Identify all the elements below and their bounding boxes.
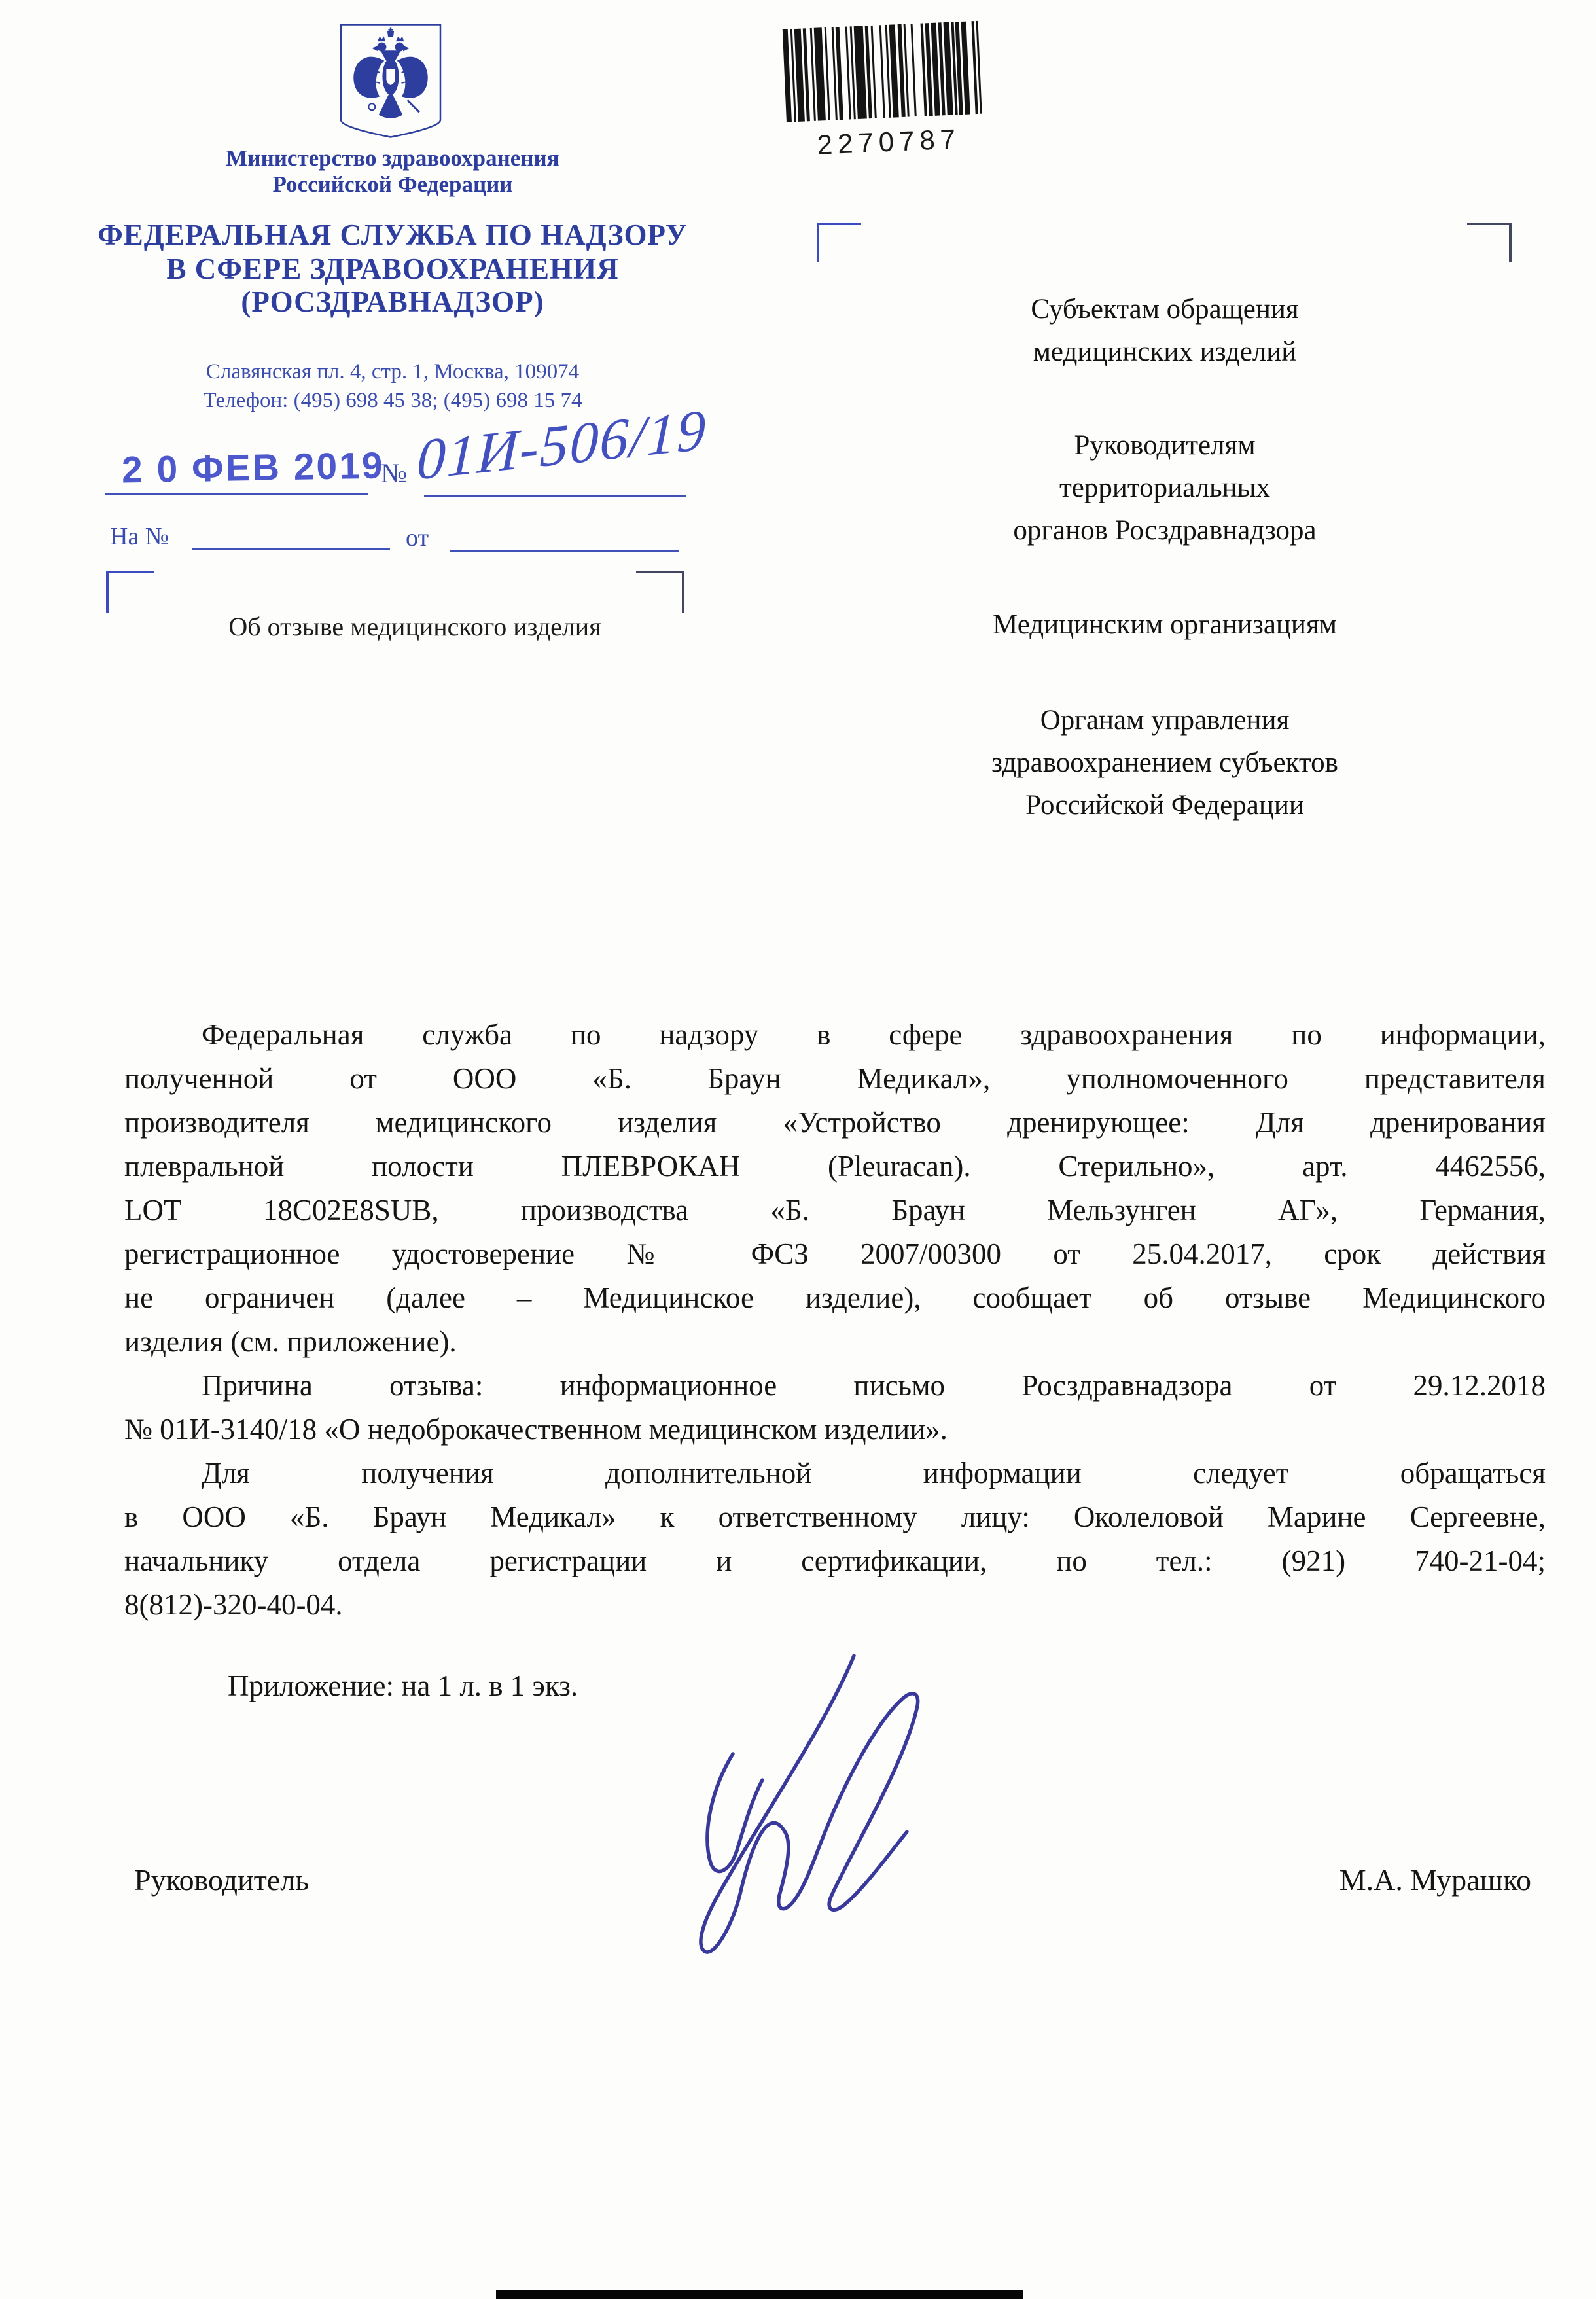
registration-barcode [776,19,998,162]
addressee-corner-left [817,223,861,262]
subject-corner-right [636,571,684,613]
service-name-line1: ФЕДЕРАЛЬНАЯ СЛУЖБА ПО НАДЗОРУ [98,219,688,251]
body-line: Причина отзыва: информационное письмо Росздравнадзора от 29.12.2018 [202,1369,1546,1402]
attachment-note: Приложение: на 1 л. в 1 экз. [228,1669,578,1702]
letterhead-phone: Телефон: (495) 698 45 38; (495) 698 15 74 [203,389,582,412]
signer-position: Руководитель [134,1863,310,1897]
addressee-group-2 [838,424,1492,552]
number-sign-label: № [381,459,408,489]
handwritten-signature [537,1636,1008,1976]
reply-number-underline [192,548,390,550]
subject-line: Об отзыве медицинского изделия [228,612,601,641]
reply-date-underline [450,550,679,552]
subject-corner-left [106,571,154,613]
addressee-line: Медицинским организациям [993,609,1337,640]
addressee-line: Органам управления [1040,705,1290,736]
addressee-line: Руководителям [1074,430,1256,461]
addressee-line: органов Росздравнадзора [1013,515,1317,546]
letter-body [124,1013,1546,1627]
barcode-bars [779,19,993,126]
signer-name: М.А. Мурашко [1339,1863,1531,1897]
number-underline [424,495,686,497]
reply-to-label: На № [110,523,169,550]
date-underline [105,493,368,495]
addressee-corner-right [1467,223,1512,262]
reply-from-label: от [406,524,429,552]
body-line: регистрационное удостоверение № ФСЗ 2007/00300 от 25.04.2017, срок действия [124,1238,1546,1270]
body-line: в ООО «Б. Браун Медикал» к ответственному лицу: Околеловой Марине Сергеевне, [124,1501,1546,1533]
barcode-number: 2270787 [816,123,962,160]
addressee-group-3 [838,603,1492,646]
ministry-name-line2: Российской Федерации [272,171,513,197]
addressee-line: Российской Федерации [1025,790,1304,821]
body-line: № 01И-3140/18 «О недоброкачественном медицинском изделии». [124,1413,948,1446]
date-stamp: 2 0 ФЕВ 2019 [121,444,385,491]
addressee-line: территориальных [1059,472,1271,503]
service-name-line2: В СФЕРЕ ЗДРАВООХРАНЕНИЯ [166,253,619,285]
body-line: не ограничен (далее – Медицинское изделие), сообщает об отзыве Медицинского [124,1281,1546,1314]
russian-coat-of-arms-emblem [339,22,442,140]
ministry-name-line1: Министерство здравоохранения [226,145,559,171]
addressee-line: здравоохранением субъектов [991,747,1338,778]
body-line: LOT 18C02E8SUB, производства «Б. Браун Мельзунген АГ», Германия, [124,1194,1546,1226]
addressee-group-4 [838,699,1492,827]
addressee-line: медицинских изделий [1033,336,1297,367]
service-name-line3: (РОСЗДРАВНАДЗОР) [241,285,544,318]
handwritten-outgoing-number: 01И-506/19 [416,398,708,493]
body-line: Федеральная служба по надзору в сфере здравоохранения по информации, [202,1018,1546,1051]
body-line: полученной от ООО «Б. Браун Медикал», уполномоченного представителя [124,1062,1546,1095]
addressee-group-1 [838,288,1492,373]
body-line: изделия (см. приложение). [124,1325,457,1358]
body-line: производителя медицинского изделия «Устройство дренирующее: Для дренирования [124,1106,1546,1139]
body-line: Для получения дополнительной информации следует обращаться [202,1457,1546,1489]
addressee-line: Субъектам обращения [1031,294,1299,325]
body-line: плевральной полости ПЛЕВРОКАН (Pleuracan). Стерильно», арт. 4462556, [124,1150,1546,1183]
letterhead-address: Славянская пл. 4, стр. 1, Москва, 109074 [205,360,580,383]
scan-artifact-bar [496,2290,1023,2299]
body-line: 8(812)-320-40-04. [124,1588,343,1621]
body-line: начальнику отдела регистрации и сертификации, по тел.: (921) 740-21-04; [124,1544,1546,1577]
